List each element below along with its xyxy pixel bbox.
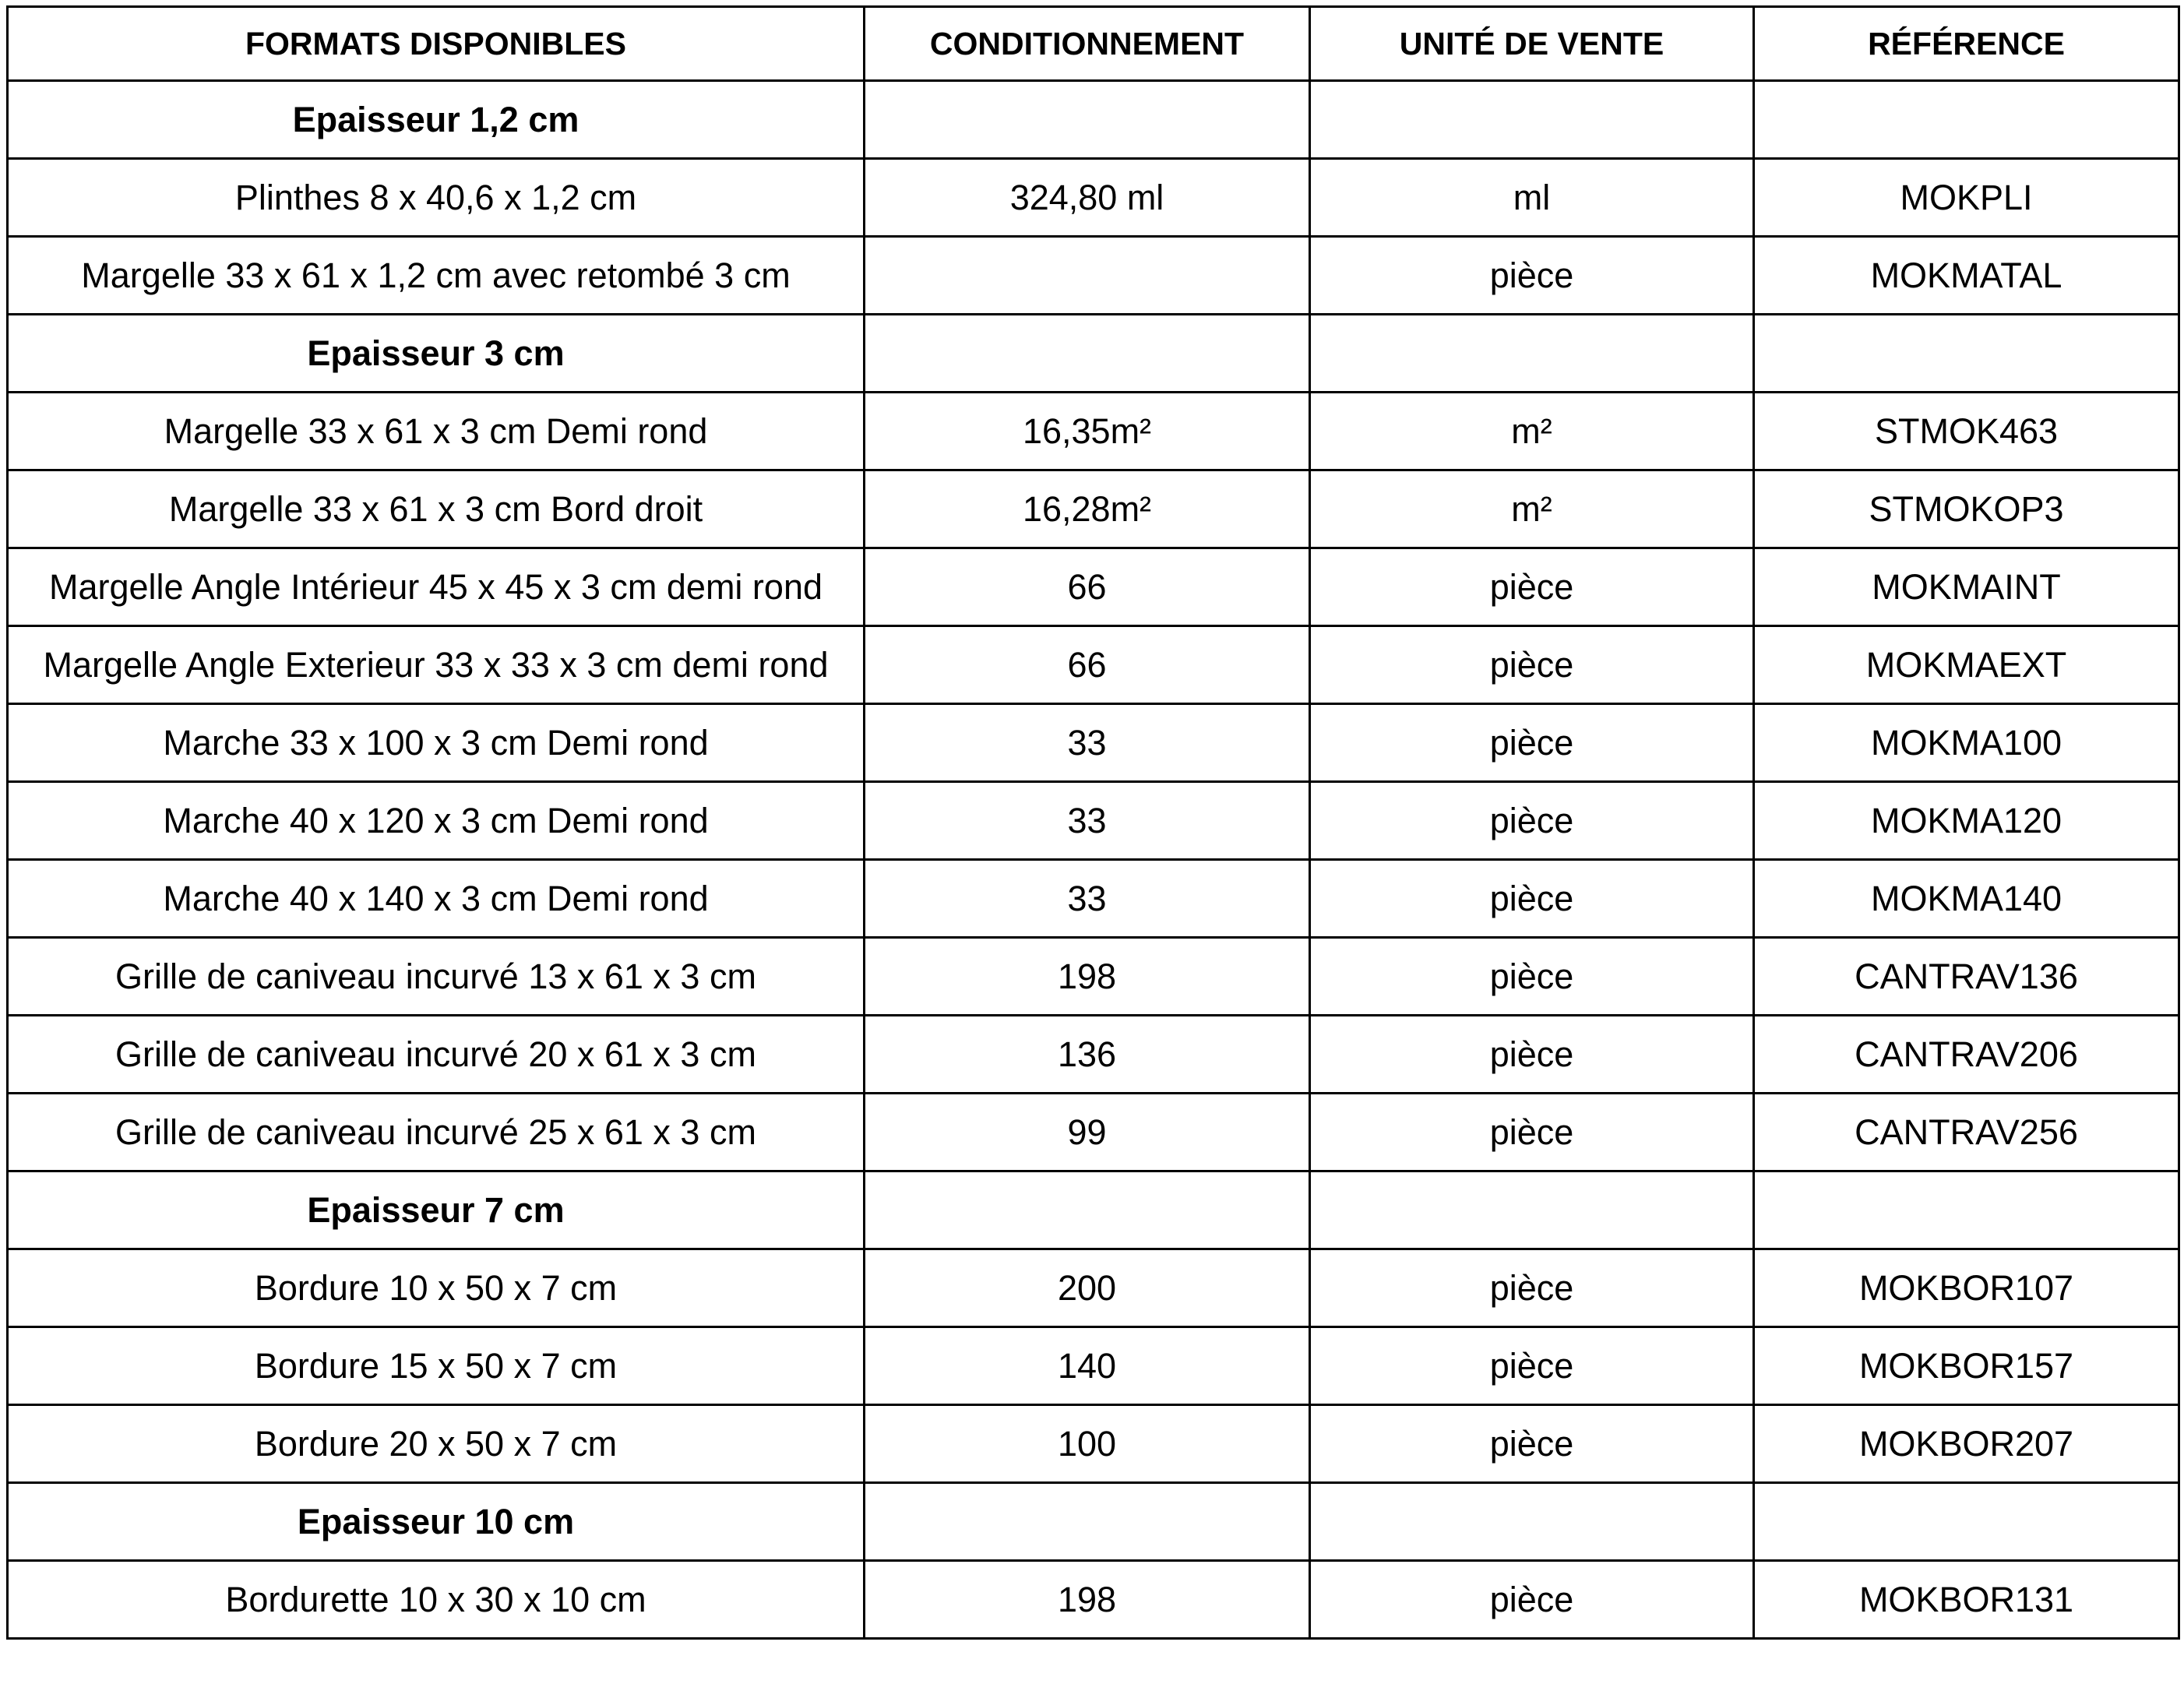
format-cell: Margelle 33 x 61 x 1,2 cm avec retombé 3 cm bbox=[8, 237, 865, 315]
section-header-row bbox=[8, 1483, 2179, 1561]
format-cell: Margelle Angle Exterieur 33 x 33 x 3 cm demi rond bbox=[8, 626, 865, 704]
format-cell: Grille de caniveau incurvé 25 x 61 x 3 cm bbox=[8, 1094, 865, 1171]
reference-cell: MOKPLI bbox=[1754, 159, 2179, 237]
conditionnement-cell: 33 bbox=[865, 704, 1310, 782]
unite-cell: ml bbox=[1310, 159, 1754, 237]
conditionnement-cell: 198 bbox=[865, 938, 1310, 1016]
reference-cell: MOKMA100 bbox=[1754, 704, 2179, 782]
format-cell: Bordure 20 x 50 x 7 cm bbox=[8, 1405, 865, 1483]
unite-cell: pièce bbox=[1310, 1405, 1754, 1483]
conditionnement-cell: 33 bbox=[865, 860, 1310, 938]
table-header bbox=[8, 7, 2179, 81]
reference-cell: CANTRAV256 bbox=[1754, 1094, 2179, 1171]
format-cell: Margelle Angle Intérieur 45 x 45 x 3 cm demi rond bbox=[8, 548, 865, 626]
section-title: Epaisseur 7 cm bbox=[8, 1171, 865, 1249]
reference-cell: MOKMATAL bbox=[1754, 237, 2179, 315]
section-title: Epaisseur 1,2 cm bbox=[8, 81, 865, 159]
unite-cell bbox=[1310, 1171, 1754, 1249]
format-cell: Marche 40 x 140 x 3 cm Demi rond bbox=[8, 860, 865, 938]
table-row bbox=[8, 1561, 2179, 1639]
format-cell: Marche 33 x 100 x 3 cm Demi rond bbox=[8, 704, 865, 782]
table-row bbox=[8, 1249, 2179, 1327]
reference-cell: MOKMA140 bbox=[1754, 860, 2179, 938]
table-row bbox=[8, 782, 2179, 860]
conditionnement-cell: 16,35m² bbox=[865, 393, 1310, 470]
reference-cell: CANTRAV206 bbox=[1754, 1016, 2179, 1094]
conditionnement-cell: 33 bbox=[865, 782, 1310, 860]
format-cell: Bordurette 10 x 30 x 10 cm bbox=[8, 1561, 865, 1639]
table-row bbox=[8, 626, 2179, 704]
conditionnement-cell bbox=[865, 81, 1310, 159]
conditionnement-cell: 136 bbox=[865, 1016, 1310, 1094]
header-row bbox=[8, 7, 2179, 81]
format-cell: Margelle 33 x 61 x 3 cm Bord droit bbox=[8, 470, 865, 548]
unite-cell: pièce bbox=[1310, 626, 1754, 704]
reference-cell bbox=[1754, 1171, 2179, 1249]
reference-cell: MOKMAEXT bbox=[1754, 626, 2179, 704]
table-row bbox=[8, 470, 2179, 548]
reference-cell: STMOKOP3 bbox=[1754, 470, 2179, 548]
reference-cell: MOKBOR107 bbox=[1754, 1249, 2179, 1327]
reference-cell bbox=[1754, 81, 2179, 159]
unite-cell: pièce bbox=[1310, 860, 1754, 938]
reference-cell: MOKBOR131 bbox=[1754, 1561, 2179, 1639]
unite-cell: pièce bbox=[1310, 548, 1754, 626]
format-cell: Bordure 10 x 50 x 7 cm bbox=[8, 1249, 865, 1327]
conditionnement-cell bbox=[865, 1171, 1310, 1249]
reference-cell bbox=[1754, 315, 2179, 393]
conditionnement-cell: 100 bbox=[865, 1405, 1310, 1483]
reference-cell: CANTRAV136 bbox=[1754, 938, 2179, 1016]
format-cell: Marche 40 x 120 x 3 cm Demi rond bbox=[8, 782, 865, 860]
conditionnement-cell bbox=[865, 237, 1310, 315]
conditionnement-cell: 324,80 ml bbox=[865, 159, 1310, 237]
unite-cell: pièce bbox=[1310, 1016, 1754, 1094]
reference-cell: MOKBOR207 bbox=[1754, 1405, 2179, 1483]
section-title: Epaisseur 3 cm bbox=[8, 315, 865, 393]
table-row bbox=[8, 938, 2179, 1016]
conditionnement-cell: 140 bbox=[865, 1327, 1310, 1405]
unite-cell: pièce bbox=[1310, 1094, 1754, 1171]
table-row bbox=[8, 1094, 2179, 1171]
section-title: Epaisseur 10 cm bbox=[8, 1483, 865, 1561]
table-row bbox=[8, 393, 2179, 470]
unite-cell: m² bbox=[1310, 393, 1754, 470]
table-row bbox=[8, 1327, 2179, 1405]
conditionnement-cell: 198 bbox=[865, 1561, 1310, 1639]
reference-cell: MOKMA120 bbox=[1754, 782, 2179, 860]
reference-cell: MOKMAINT bbox=[1754, 548, 2179, 626]
table-row bbox=[8, 548, 2179, 626]
section-header-row bbox=[8, 81, 2179, 159]
format-cell: Bordure 15 x 50 x 7 cm bbox=[8, 1327, 865, 1405]
format-cell: Grille de caniveau incurvé 13 x 61 x 3 cm bbox=[8, 938, 865, 1016]
unite-cell: pièce bbox=[1310, 1327, 1754, 1405]
table-row bbox=[8, 860, 2179, 938]
format-cell: Plinthes 8 x 40,6 x 1,2 cm bbox=[8, 159, 865, 237]
unite-cell: pièce bbox=[1310, 1249, 1754, 1327]
table-row bbox=[8, 159, 2179, 237]
unite-cell: pièce bbox=[1310, 237, 1754, 315]
format-cell: Grille de caniveau incurvé 20 x 61 x 3 cm bbox=[8, 1016, 865, 1094]
conditionnement-cell bbox=[865, 1483, 1310, 1561]
unite-cell: pièce bbox=[1310, 704, 1754, 782]
column-header-reference: RÉFÉRENCE bbox=[1754, 7, 2179, 81]
unite-cell bbox=[1310, 315, 1754, 393]
conditionnement-cell: 200 bbox=[865, 1249, 1310, 1327]
conditionnement-cell bbox=[865, 315, 1310, 393]
column-header-formats: FORMATS DISPONIBLES bbox=[8, 7, 865, 81]
unite-cell: pièce bbox=[1310, 938, 1754, 1016]
section-header-row bbox=[8, 1171, 2179, 1249]
table-body bbox=[8, 81, 2179, 1639]
unite-cell bbox=[1310, 81, 1754, 159]
column-header-unite-de-vente: UNITÉ DE VENTE bbox=[1310, 7, 1754, 81]
unite-cell: pièce bbox=[1310, 782, 1754, 860]
unite-cell bbox=[1310, 1483, 1754, 1561]
conditionnement-cell: 66 bbox=[865, 626, 1310, 704]
reference-cell bbox=[1754, 1483, 2179, 1561]
conditionnement-cell: 99 bbox=[865, 1094, 1310, 1171]
unite-cell: pièce bbox=[1310, 1561, 1754, 1639]
format-cell: Margelle 33 x 61 x 3 cm Demi rond bbox=[8, 393, 865, 470]
reference-cell: MOKBOR157 bbox=[1754, 1327, 2179, 1405]
section-header-row bbox=[8, 315, 2179, 393]
table-row bbox=[8, 1405, 2179, 1483]
table-row bbox=[8, 237, 2179, 315]
reference-cell: STMOK463 bbox=[1754, 393, 2179, 470]
unite-cell: m² bbox=[1310, 470, 1754, 548]
table-row bbox=[8, 1016, 2179, 1094]
conditionnement-cell: 16,28m² bbox=[865, 470, 1310, 548]
column-header-conditionnement: CONDITIONNEMENT bbox=[865, 7, 1310, 81]
product-formats-table bbox=[6, 5, 2180, 1640]
table-row bbox=[8, 704, 2179, 782]
conditionnement-cell: 66 bbox=[865, 548, 1310, 626]
